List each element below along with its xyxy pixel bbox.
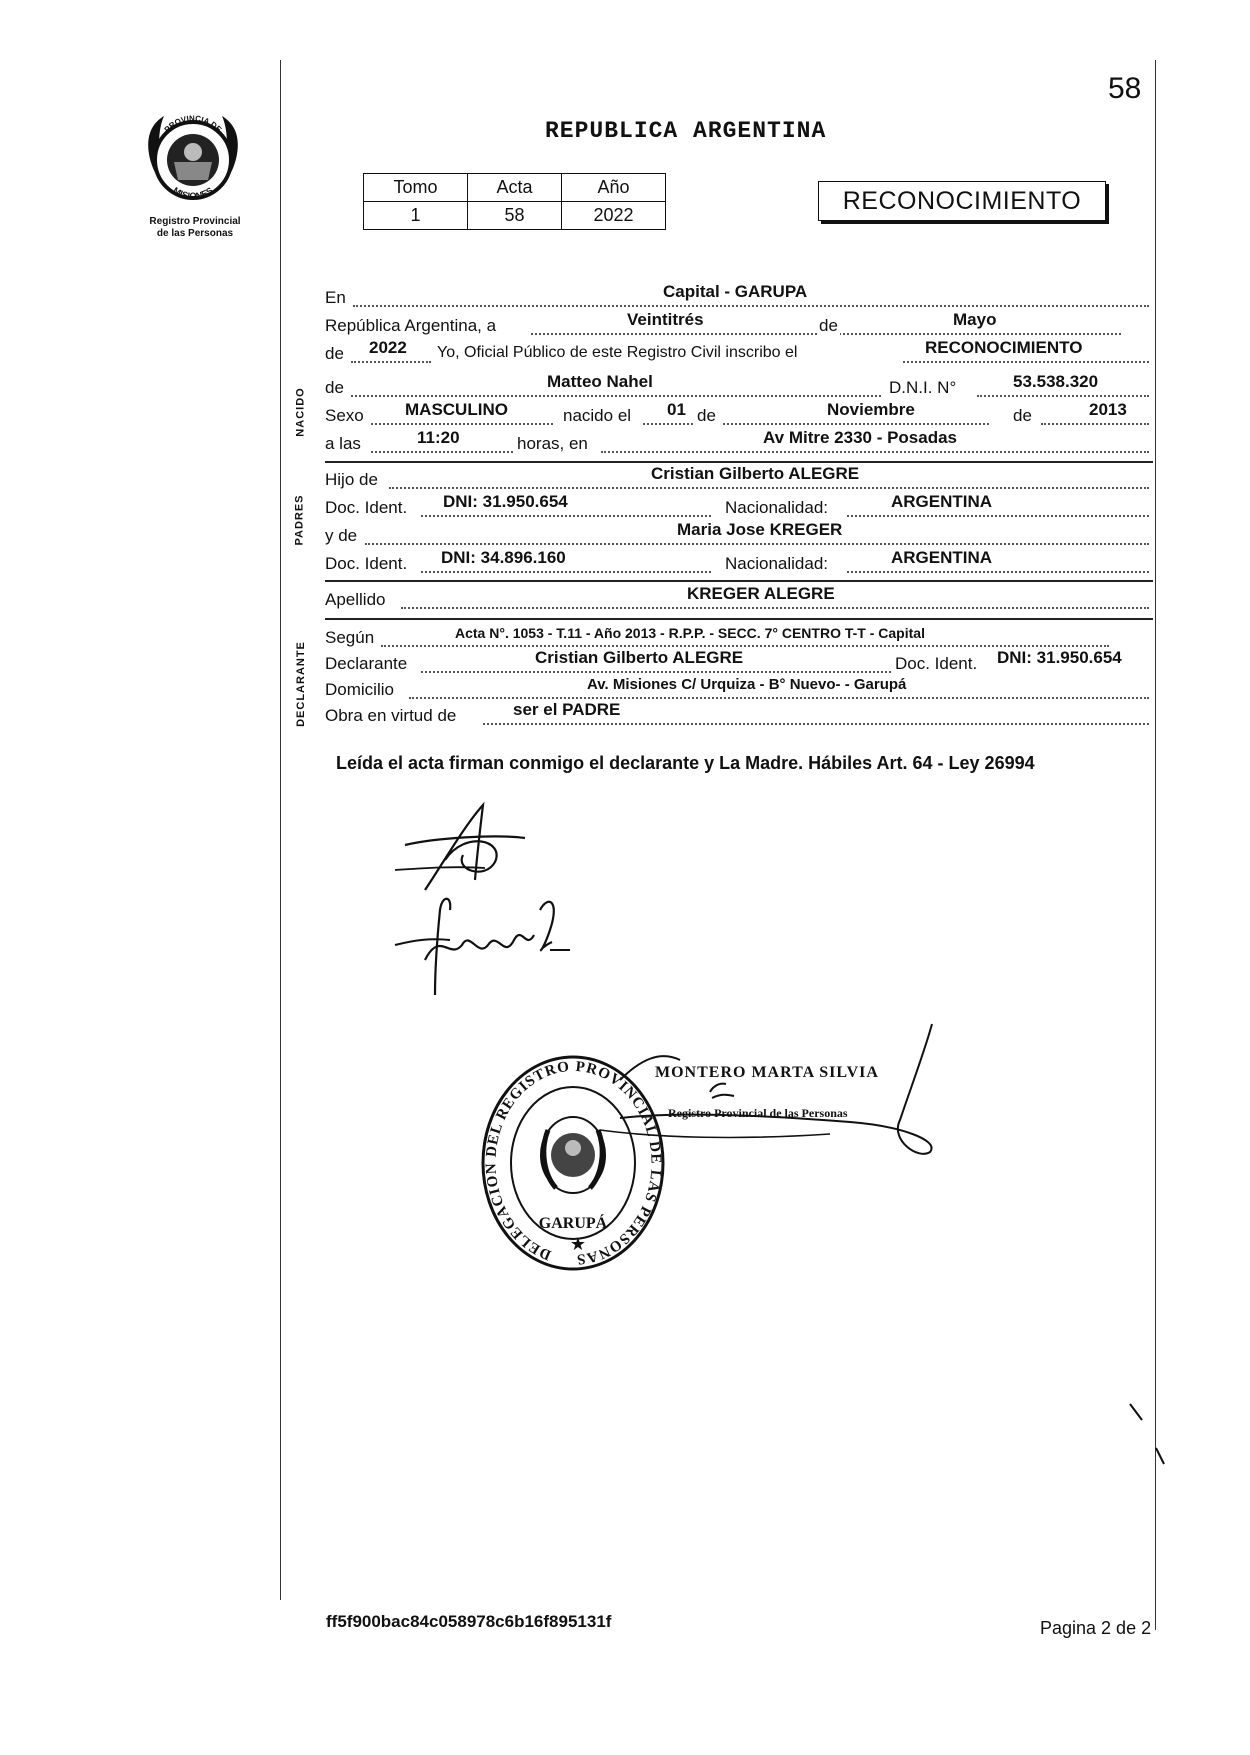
child-dni-value: 53.538.320 — [1013, 372, 1099, 391]
domicile-value: Av. Misiones C/ Urquiza - B° Nuevo- - Garupá — [587, 676, 907, 693]
page-number: 58 — [1108, 72, 1142, 105]
row-surname — [325, 586, 1151, 612]
father-doc-label: Doc. Ident. — [325, 498, 408, 517]
svg-text:MISIONES: MISIONES — [171, 185, 215, 202]
row-segun — [325, 624, 1151, 650]
child-name-value: Matteo Nahel — [547, 372, 653, 391]
value-tomo: 1 — [364, 202, 468, 230]
declarant-label: Declarante — [325, 654, 408, 673]
sex-label: Sexo — [325, 406, 364, 425]
value-acta: 58 — [468, 202, 562, 230]
mother-doc-value: DNI: 34.896.160 — [441, 548, 566, 567]
officer-text: Yo, Oficial Público de este Registro Civil inscribo el — [437, 344, 798, 361]
birth-year-value: 2013 — [1089, 400, 1127, 419]
birth-time-value: 11:20 — [417, 428, 460, 447]
month-value: Mayo — [953, 310, 997, 329]
left-margin-line — [280, 60, 281, 1600]
surname-label: Apellido — [325, 590, 386, 609]
day-value: Veintitrés — [627, 310, 704, 329]
row-father-doc — [325, 494, 1151, 520]
act-type-value: RECONOCIMIENTO — [925, 338, 1083, 357]
birth-day-value: 01 — [667, 400, 686, 419]
en-label: En — [325, 288, 346, 307]
signature-declarant — [385, 800, 535, 900]
declarant-name-value: Cristian Gilberto ALEGRE — [535, 648, 744, 667]
born-label: nacido el — [563, 406, 632, 425]
signature-mother — [390, 890, 590, 1000]
father-nat-label: Nacionalidad: — [725, 498, 829, 517]
hours-label: horas, en — [517, 434, 588, 453]
page-footer: Pagina 2 de 2 — [1040, 1618, 1152, 1638]
father-label: Hijo de — [325, 470, 378, 489]
child-de-label: de — [325, 378, 344, 397]
sex-value: MASCULINO — [405, 400, 508, 419]
header-tomo: Tomo — [364, 174, 468, 202]
row-domicile — [325, 676, 1151, 702]
declarant-doc-value: DNI: 31.950.654 — [997, 648, 1122, 667]
mother-nationality-value: ARGENTINA — [891, 548, 993, 567]
row-mother-name — [325, 522, 1151, 548]
domicile-label: Domicilio — [325, 680, 394, 699]
section-separator-2 — [325, 580, 1153, 582]
record-type-box: RECONOCIMIENTO — [818, 181, 1106, 221]
section-label-padres: PADRES — [293, 494, 306, 546]
row-declarant — [325, 650, 1151, 676]
svg-text:DELEGACION DEL REGISTRO PROVIN: DELEGACION DEL REGISTRO PROVINCIAL DE LAS PERSONAS — [483, 1058, 664, 1268]
signature-officer — [600, 1010, 980, 1160]
record-table — [363, 173, 666, 230]
country-prefix: República Argentina, a — [325, 316, 497, 335]
birth-de-label-1: de — [697, 406, 716, 425]
right-margin-line — [1155, 60, 1156, 1630]
virtue-label: Obra en virtud de — [325, 706, 457, 725]
section-separator-1 — [325, 461, 1153, 463]
value-anio: 2022 — [562, 202, 666, 230]
header-acta: Acta — [468, 174, 562, 202]
place-value: Capital - GARUPA — [663, 282, 808, 301]
registry-caption-line1: Registro Provincial — [149, 216, 241, 227]
row-place — [325, 284, 1151, 310]
seal-bottom-text: GARUPÁ — [538, 1215, 608, 1232]
country-title: REPUBLICA ARGENTINA — [545, 118, 827, 144]
mother-nat-label: Nacionalidad: — [725, 554, 829, 573]
time-label: a las — [325, 434, 361, 453]
declarant-doc-label: Doc. Ident. — [895, 654, 978, 673]
de-label-2: de — [325, 344, 344, 363]
section-label-nacido: NACIDO — [294, 387, 307, 437]
virtue-value: ser el PADRE — [513, 700, 621, 719]
birth-place-value: Av Mitre 2330 - Posadas — [763, 428, 958, 447]
birth-month-value: Noviembre — [827, 400, 915, 419]
header-anio: Año — [562, 174, 666, 202]
record-table-values — [364, 202, 666, 230]
mother-label: y de — [325, 526, 358, 545]
registry-caption — [120, 216, 270, 240]
segun-value: Acta N°. 1053 - T.11 - Año 2013 - R.P.P. - SECC. 7° CENTRO T-T - Capital — [455, 625, 925, 641]
row-child-name — [325, 374, 1151, 400]
mother-doc-label: Doc. Ident. — [325, 554, 408, 573]
mother-name-value: Maria Jose KREGER — [677, 520, 843, 539]
svg-text:★: ★ — [569, 1234, 587, 1254]
registry-caption-line2: de las Personas — [156, 228, 234, 239]
de-label-1: de — [819, 316, 838, 335]
province-logo — [142, 104, 244, 212]
dni-label: D.N.I. N° — [889, 378, 957, 397]
father-doc-value: DNI: 31.950.654 — [443, 492, 568, 511]
seal-office: Registro Provincial de las Personas — [668, 1106, 848, 1120]
surname-value: KREGER ALEGRE — [687, 584, 835, 603]
section-separator-3 — [325, 618, 1153, 620]
document-hash: ff5f900bac84c058978c6b16f895131f — [326, 1612, 612, 1631]
row-father-name — [325, 466, 1151, 492]
row-birth-time — [325, 430, 1151, 456]
row-birth — [325, 402, 1151, 428]
segun-label: Según — [325, 628, 375, 647]
year-value: 2022 — [369, 338, 407, 357]
father-nationality-value: ARGENTINA — [891, 492, 993, 511]
row-date — [325, 312, 1151, 338]
birth-de-label-2: de — [1013, 406, 1032, 425]
father-name-value: Cristian Gilberto ALEGRE — [651, 464, 860, 483]
row-officer — [325, 340, 1151, 366]
row-virtue — [325, 702, 1151, 728]
row-mother-doc — [325, 550, 1151, 576]
stray-marks — [1128, 1400, 1178, 1470]
closing-text: Leída el acta firman conmigo el declarante y La Madre. Hábiles Art. 64 - Ley 26994 — [336, 753, 1035, 773]
section-label-declarante: DECLARANTE — [294, 641, 307, 727]
record-table-header — [364, 174, 666, 202]
seal-signer: MONTERO MARTA SILVIA — [655, 1064, 879, 1081]
svg-text:PROVINCIA DE: PROVINCIA DE — [162, 113, 224, 135]
